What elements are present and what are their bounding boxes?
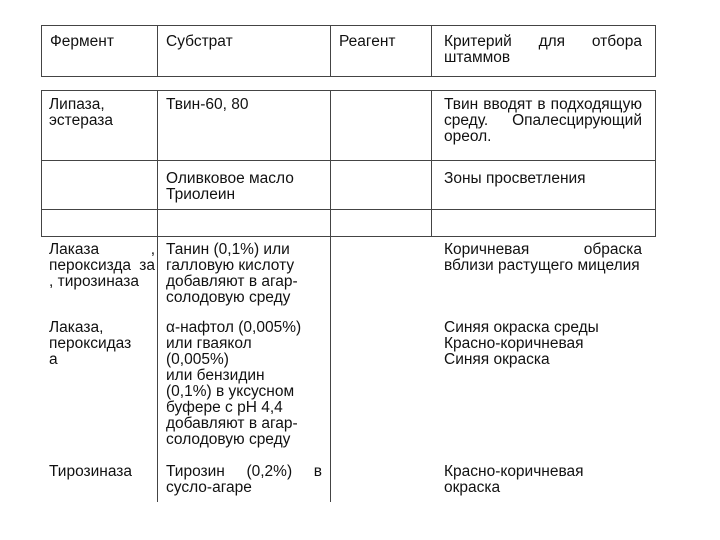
rule-empty-bottom xyxy=(41,236,656,237)
rule-top xyxy=(41,25,656,26)
rule-col2-a xyxy=(157,25,158,76)
rule-right-2 xyxy=(655,90,656,236)
rule-lipase-mid xyxy=(41,160,656,161)
rule-header-bottom xyxy=(41,76,656,77)
cell-lipase-substrate: Твин-60, 80 xyxy=(166,96,249,113)
cell-tyrosinase-criterion: Красно-коричневая окраска xyxy=(444,463,584,496)
header-enzyme: Фермент xyxy=(50,33,114,50)
header-reagent: Реагент xyxy=(339,33,396,50)
rule-col3-a xyxy=(330,25,331,76)
cell-laccase1-enzyme: Лаказа , пероксизда за , тирозиназа xyxy=(49,241,155,290)
cell-laccase2-criterion: Синяя окраска среды Красно-коричневая Синяя окраска xyxy=(444,319,599,368)
rule-oil-bottom xyxy=(41,209,656,210)
cell-tyrosinase-substrate: Тирозин (0,2%) в сусло-агаре xyxy=(166,463,322,496)
cell-lipase-enzyme: Липаза, эстераза xyxy=(49,96,113,129)
cell-lipase-criterion: Твин вводят в подходящую среду. Опалесцирующий ореол. xyxy=(444,96,642,145)
rule-col4-a xyxy=(431,25,432,76)
rule-right xyxy=(655,25,656,76)
rule-col3-b xyxy=(330,90,331,502)
rule-left-2 xyxy=(41,90,42,236)
rule-col2-b xyxy=(157,90,158,502)
cell-laccase2-substrate: α-нафтол (0,005%) или гваякол (0,005%) или бензидин (0,1%) в уксусном буфере с рН 4,4 добавляют в агар- солодовую среду xyxy=(166,319,302,448)
cell-oil-substrate: Оливковое масло Триолеин xyxy=(166,170,294,203)
rule-col4-b xyxy=(431,90,432,236)
cell-laccase2-enzyme: Лаказа, пероксидаз а xyxy=(49,319,132,368)
cell-laccase1-substrate: Танин (0,1%) или галловую кислоту добавляют в агар- солодовую среду xyxy=(166,241,298,306)
cell-laccase1-criterion: Коричневая обраска вблизи растущего мицелия xyxy=(444,241,642,274)
header-criterion: Критерий для отбора штаммов xyxy=(444,33,642,66)
rule-left xyxy=(41,25,42,76)
header-substrate: Субстрат xyxy=(166,33,233,50)
cell-tyrosinase-enzyme: Тирозиназа xyxy=(49,463,133,480)
rule-lipase-top xyxy=(41,90,656,91)
cell-oil-criterion: Зоны просветления xyxy=(444,170,586,187)
